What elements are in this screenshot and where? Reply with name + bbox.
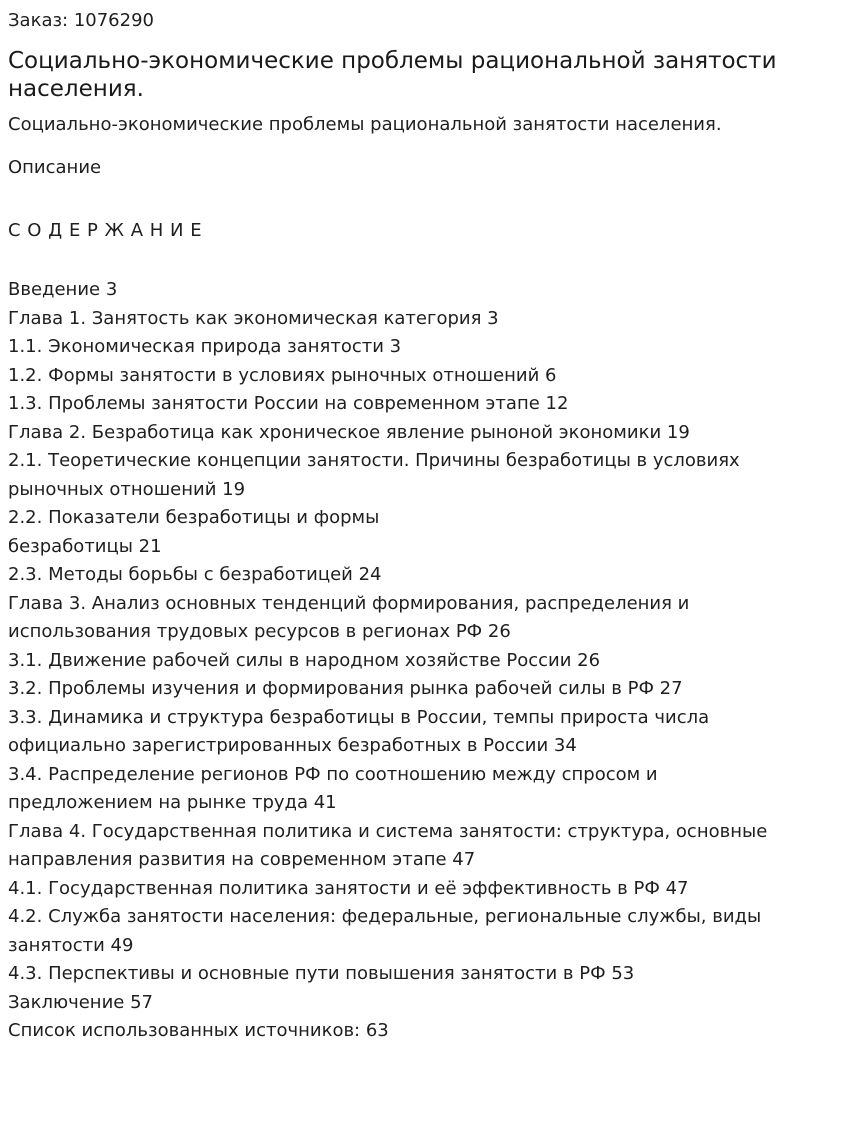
toc-item: 4.2. Служба занятости населения: федеральные, региональные службы, виды <box>8 906 762 927</box>
toc-item: официально зарегистрированных безработных в России 34 <box>8 735 577 756</box>
toc-item: 3.4. Распределение регионов РФ по соотношению между спросом и <box>8 763 658 785</box>
toc-item: 1.3. Проблемы занятости России на современном этапе 12 <box>8 393 569 414</box>
toc-item: использования трудовых ресурсов в регионах РФ 26 <box>8 621 511 642</box>
toc-item: 4.1. Государственная политика занятости и её эффективность в РФ 47 <box>8 877 689 899</box>
toc-item: 3.2. Проблемы изучения и формирования рынка рабочей силы в РФ 27 <box>8 678 683 699</box>
toc-item: Глава 3. Анализ основных тенденций формирования, распределения и <box>8 592 690 614</box>
toc-item: Список использованных источников: 63 <box>8 1020 389 1041</box>
table-of-contents <box>8 276 839 1046</box>
toc-item: 2.1. Теоретические концепции занятости. Причины безработицы в условиях <box>8 450 740 471</box>
toc-item: 1.2. Формы занятости в условиях рыночных отношений 6 <box>8 364 557 386</box>
toc-item: 3.1. Движение рабочей силы в народном хозяйстве России 26 <box>8 649 601 671</box>
toc-item: занятости 49 <box>8 934 134 956</box>
toc-item: Глава 1. Занятость как экономическая категория 3 <box>8 307 499 329</box>
toc-item: 3.3. Динамика и структура безработицы в России, темпы прироста числа <box>8 706 710 728</box>
toc-item: Глава 2. Безработица как хроническое явление рыноной экономики 19 <box>8 421 690 443</box>
toc-item: Глава 4. Государственная политика и система занятости: структура, основные <box>8 820 768 842</box>
toc-item: 1.1. Экономическая природа занятости 3 <box>8 336 402 357</box>
toc-item: Введение 3 <box>8 279 118 300</box>
page-title: Социально-экономические проблемы рациональной занятости населения. <box>8 48 777 102</box>
toc-item: 2.2. Показатели безработицы и формы <box>8 507 380 528</box>
toc-item: Заключение 57 <box>8 991 153 1013</box>
description-label: Описание <box>8 157 102 178</box>
order-number: Заказ: 1076290 <box>8 10 154 31</box>
toc-item: предложением на рынке труда 41 <box>8 792 337 813</box>
toc-item: рыночных отношений 19 <box>8 478 246 500</box>
toc-item: безработицы 21 <box>8 535 162 557</box>
page-subtitle: Социально-экономические проблемы рациональной занятости населения. <box>8 114 722 135</box>
toc-heading: С О Д Е Р Ж А Н И Е <box>8 220 203 241</box>
toc-item: 4.3. Перспективы и основные пути повышения занятости в РФ 53 <box>8 963 635 984</box>
toc-item: 2.3. Методы борьбы с безработицей 24 <box>8 564 382 585</box>
toc-item: направления развития на современном этапе 47 <box>8 849 476 870</box>
